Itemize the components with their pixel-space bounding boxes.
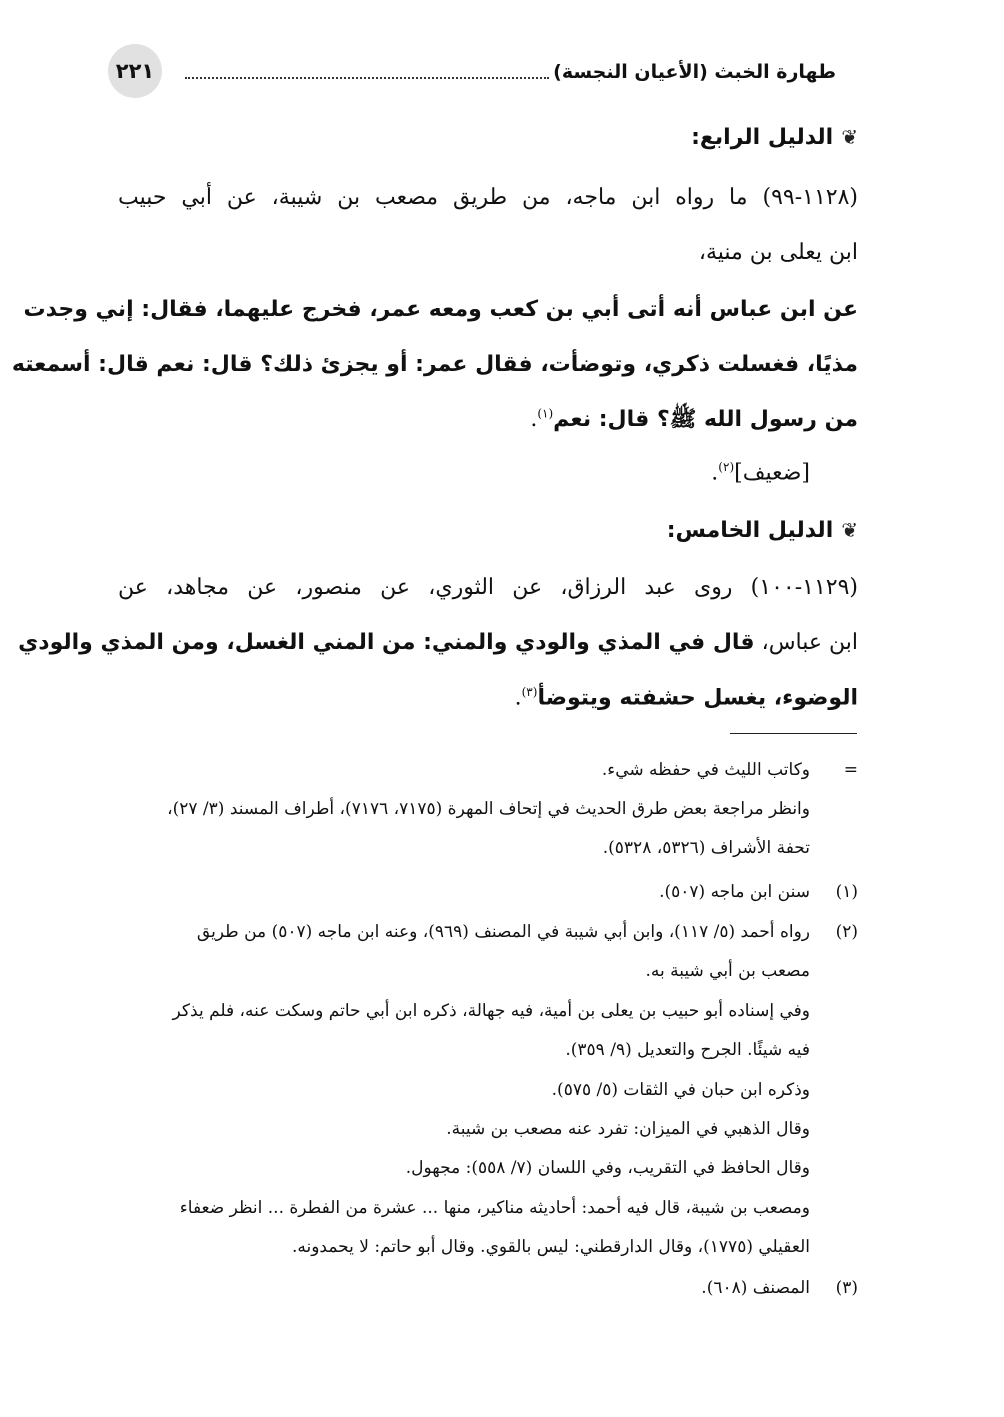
hadith-99-text-line-1: عن ابن عباس أنه أتى أبي بن كعب ومعه عمر، فخرج عليهما، فقال: إني وجدت bbox=[23, 297, 858, 322]
footnote-2-line-7: وقال الحافظ في التقريب، وفي اللسان (٧/ ٥٥٨): مجهول. bbox=[405, 1158, 810, 1178]
footnote-1-number: (١) bbox=[835, 882, 858, 902]
hadith-99-line-1: (١١٢٨-٩٩) ما رواه ابن ماجه، من طريق مصعب بن شيبة، عن أبي حبيب bbox=[118, 185, 858, 210]
footnote-continuation-marker: = bbox=[843, 760, 858, 780]
grade-line bbox=[70, 460, 810, 485]
footnote-continuation-line-3: تحفة الأشراف (٥٣٢٦، ٥٣٢٨). bbox=[602, 838, 810, 858]
section-heading-evidence-4 bbox=[118, 125, 858, 150]
hadith-100-line-2 bbox=[18, 630, 858, 655]
footnote-ref-3: (٣) bbox=[521, 685, 538, 699]
hadith-100-line-1: (١١٢٩-١٠٠) روى عبد الرزاق، عن الثوري، عن منصور، عن مجاهد، عن bbox=[118, 575, 858, 600]
hadith-100-line-3-body: الوضوء، يغسل حشفته ويتوضأ bbox=[537, 685, 858, 711]
footnote-2-line-4: فيه شيئًا. الجرح والتعديل (٩/ ٣٥٩). bbox=[565, 1040, 810, 1060]
hadith-100-line-3 bbox=[118, 685, 858, 710]
footnote-2-line-1: رواه أحمد (٥/ ١١٧)، وابن أبي شيبة في المصنف (٩٦٩)، وعنه ابن ماجه (٥٠٧) من طريق bbox=[196, 922, 810, 942]
footnote-separator bbox=[730, 733, 857, 734]
footnote-2-line-9: العقيلي (١٧٧٥)، وقال الدارقطني: ليس بالقوي. وقال أبو حاتم: لا يحمدونه. bbox=[291, 1237, 810, 1257]
hadith-99-line-2: ابن يعلى بن منية، bbox=[698, 240, 858, 265]
line-end-period: . bbox=[530, 407, 538, 432]
footnote-2-line-6: وقال الذهبي في الميزان: تفرد عنه مصعب بن شيبة. bbox=[446, 1119, 810, 1139]
page-number: ٢٢١ bbox=[108, 44, 162, 98]
footnote-2-line-8: ومصعب بن شيبة، قال فيه أحمد: أحاديثه مناكير، منها ... عشرة من الفطرة ... انظر ضعفاء bbox=[179, 1198, 810, 1218]
hadith-99-text-line-2: مذيًا، فغسلت ذكري، وتوضأت، فقال عمر: أو يجزئ ذلك؟ قال: نعم قال: أسمعته bbox=[11, 352, 858, 377]
leaf-ornament-icon: ❦ bbox=[841, 125, 858, 149]
hadith-100-line-2-plain: ابن عباس، bbox=[761, 630, 858, 655]
hadith-99-text-line-3 bbox=[118, 405, 858, 437]
footnote-2-line-5: وذكره ابن حبان في الثقات (٥/ ٥٧٥). bbox=[551, 1080, 810, 1100]
footnote-2-line-3: وفي إسناده أبو حبيب بن يعلى بن أمية، فيه جهالة، ذكره ابن أبي حاتم وسكت عنه، فلم يذكر bbox=[172, 1001, 810, 1021]
grade-text: [ضعيف] bbox=[734, 460, 810, 486]
section-heading-evidence-5 bbox=[118, 518, 858, 543]
hadith-99-text-line-3-body: من رسول الله ﷺ؟ قال: نعم bbox=[553, 407, 858, 432]
footnote-ref-1: (١) bbox=[537, 406, 554, 421]
hadith-100-line-2-bold: قال في المذي والودي والمني: من المني الغسل، ومن المذي والودي bbox=[18, 630, 755, 655]
heading-text: الدليل الرابع: bbox=[691, 125, 834, 150]
line-end-period: . bbox=[514, 685, 522, 711]
footnote-3-text: المصنف (٦٠٨). bbox=[701, 1278, 810, 1298]
footnote-1-text: سنن ابن ماجه (٥٠٧). bbox=[659, 882, 810, 902]
running-title: طهارة الخبث (الأعيان النجسة) bbox=[553, 61, 836, 83]
footnote-continuation-line-1: وكاتب الليث في حفظه شيء. bbox=[601, 760, 810, 780]
footnote-2-number: (٢) bbox=[835, 922, 858, 942]
footnote-2-line-2: مصعب بن أبي شيبة به. bbox=[645, 961, 810, 981]
grade-end-period: . bbox=[711, 460, 719, 486]
footnote-3-number: (٣) bbox=[835, 1278, 858, 1298]
leaf-ornament-icon: ❦ bbox=[841, 518, 858, 542]
main-text bbox=[11, 0, 858, 720]
footnote-continuation-line-2: وانظر مراجعة بعض طرق الحديث في إتحاف المهرة (٧١٧٥، ٧١٧٦)، أطراف المسند (٣/ ٢٧)، bbox=[167, 799, 810, 819]
heading-text: الدليل الخامس: bbox=[666, 518, 834, 543]
footnote-ref-2: (٢) bbox=[718, 460, 735, 474]
